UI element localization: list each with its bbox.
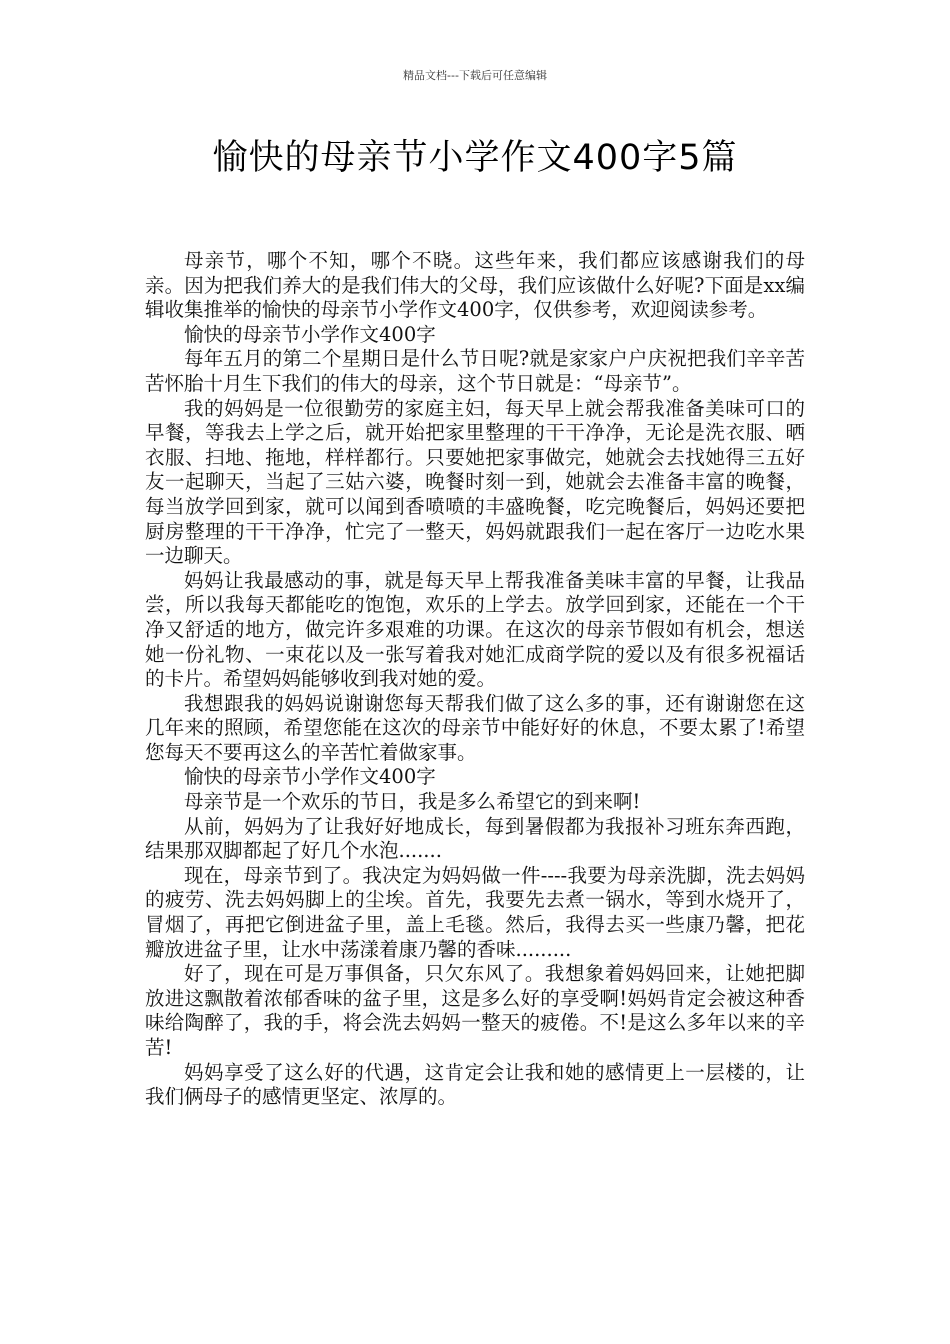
header-note: 精品文档---下载后可任意编辑 [403,69,547,82]
paragraph: 好了，现在可是万事俱备，只欠东风了。我想象着妈妈回来，让她把脚放进这飘散着浓郁香味的盆子里，这是多么好的享受啊!妈妈肯定会被这种香味给陶醉了，我的手，将会洗去妈妈一整天的疲倦。不!是这么多年以来的辛苦! [145,962,805,1059]
paragraph: 现在，母亲节到了。我决定为妈妈做一件----我要为母亲洗脚，洗去妈妈的疲劳、洗去妈妈脚上的尘埃。首先，我要先去煮一锅水，等到水烧开了，冒烟了，再把它倒进盆子里，盖上毛毯。然后，我得去买一些康乃馨，把花瓣放进盆子里，让水中荡漾着康乃馨的香味......... [145,863,805,961]
section-heading: 愉快的母亲节小学作文400字 [184,322,436,346]
paragraph: 我想跟我的妈妈说谢谢您每天帮我们做了这么多的事，还有谢谢您在这几年来的照顾，希望您能在这次的母亲节中能好好的休息，不要太累了!希望您每天不要再这么的辛苦忙着做家事。 [145,691,805,764]
paragraph: 妈妈享受了这么好的代遇，这肯定会让我和她的感情更上一层楼的，让我们俩母子的感情更坚定、浓厚的。 [145,1060,805,1109]
document-title: 愉快的母亲节小学作文400字5篇 [212,138,738,178]
paragraph: 从前，妈妈为了让我好好地成长，每到暑假都为我报补习班东奔西跑，结果那双脚都起了好几个水泡....... [145,814,805,863]
section-heading: 愉快的母亲节小学作文400字 [184,765,436,789]
paragraph: 母亲节是一个欢乐的节日，我是多么希望它的到来啊! [184,790,641,814]
paragraph: 每年五月的第二个星期日是什么节日呢?就是家家户户庆祝把我们辛辛苦苦怀胎十月生下我们的伟大的母亲，这个节日就是：“母亲节”。 [145,347,805,395]
paragraph: 我的妈妈是一位很勤劳的家庭主妇，每天早上就会帮我准备美味可口的早餐，等我去上学之后，就开始把家里整理的干干净净，无论是洗衣服、晒衣服、扫地、拖地，样样都行。只要她把家事做完，她就会去找她得三五好友一起聊天，当起了三姑六婆，晚餐时刻一到，她就会去准备丰富的晚餐，每当放学回到家，就可以闻到香喷喷的丰盛晚餐，吃完晚餐后，妈妈还要把厨房整理的干干净净，忙完了一整天，妈妈就跟我们一起在客厅一边吃水果一边聊天。 [145,396,805,568]
paragraph-intro: 母亲节，哪个不知，哪个不晓。这些年来，我们都应该感谢我们的母亲。因为把我们养大的是我们伟大的父母，我们应该做什么好呢?下面是xx编辑收集推举的愉快的母亲节小学作文400字，仅供参考，欢迎阅读参考。 [145,249,805,322]
paragraph: 妈妈让我最感动的事，就是每天早上帮我准备美味丰富的早餐，让我品尝，所以我每天都能吃的饱饱，欢乐的上学去。放学回到家，还能在一个干净又舒适的地方，做完许多艰难的功课。在这次的母亲节假如有机会，想送她一份礼物、一束花以及一张写着我对她汇成商学院的爱以及有很多祝福话的卡片。希望妈妈能够收到我对她的爱。 [145,568,805,691]
article-body [145,249,805,1110]
